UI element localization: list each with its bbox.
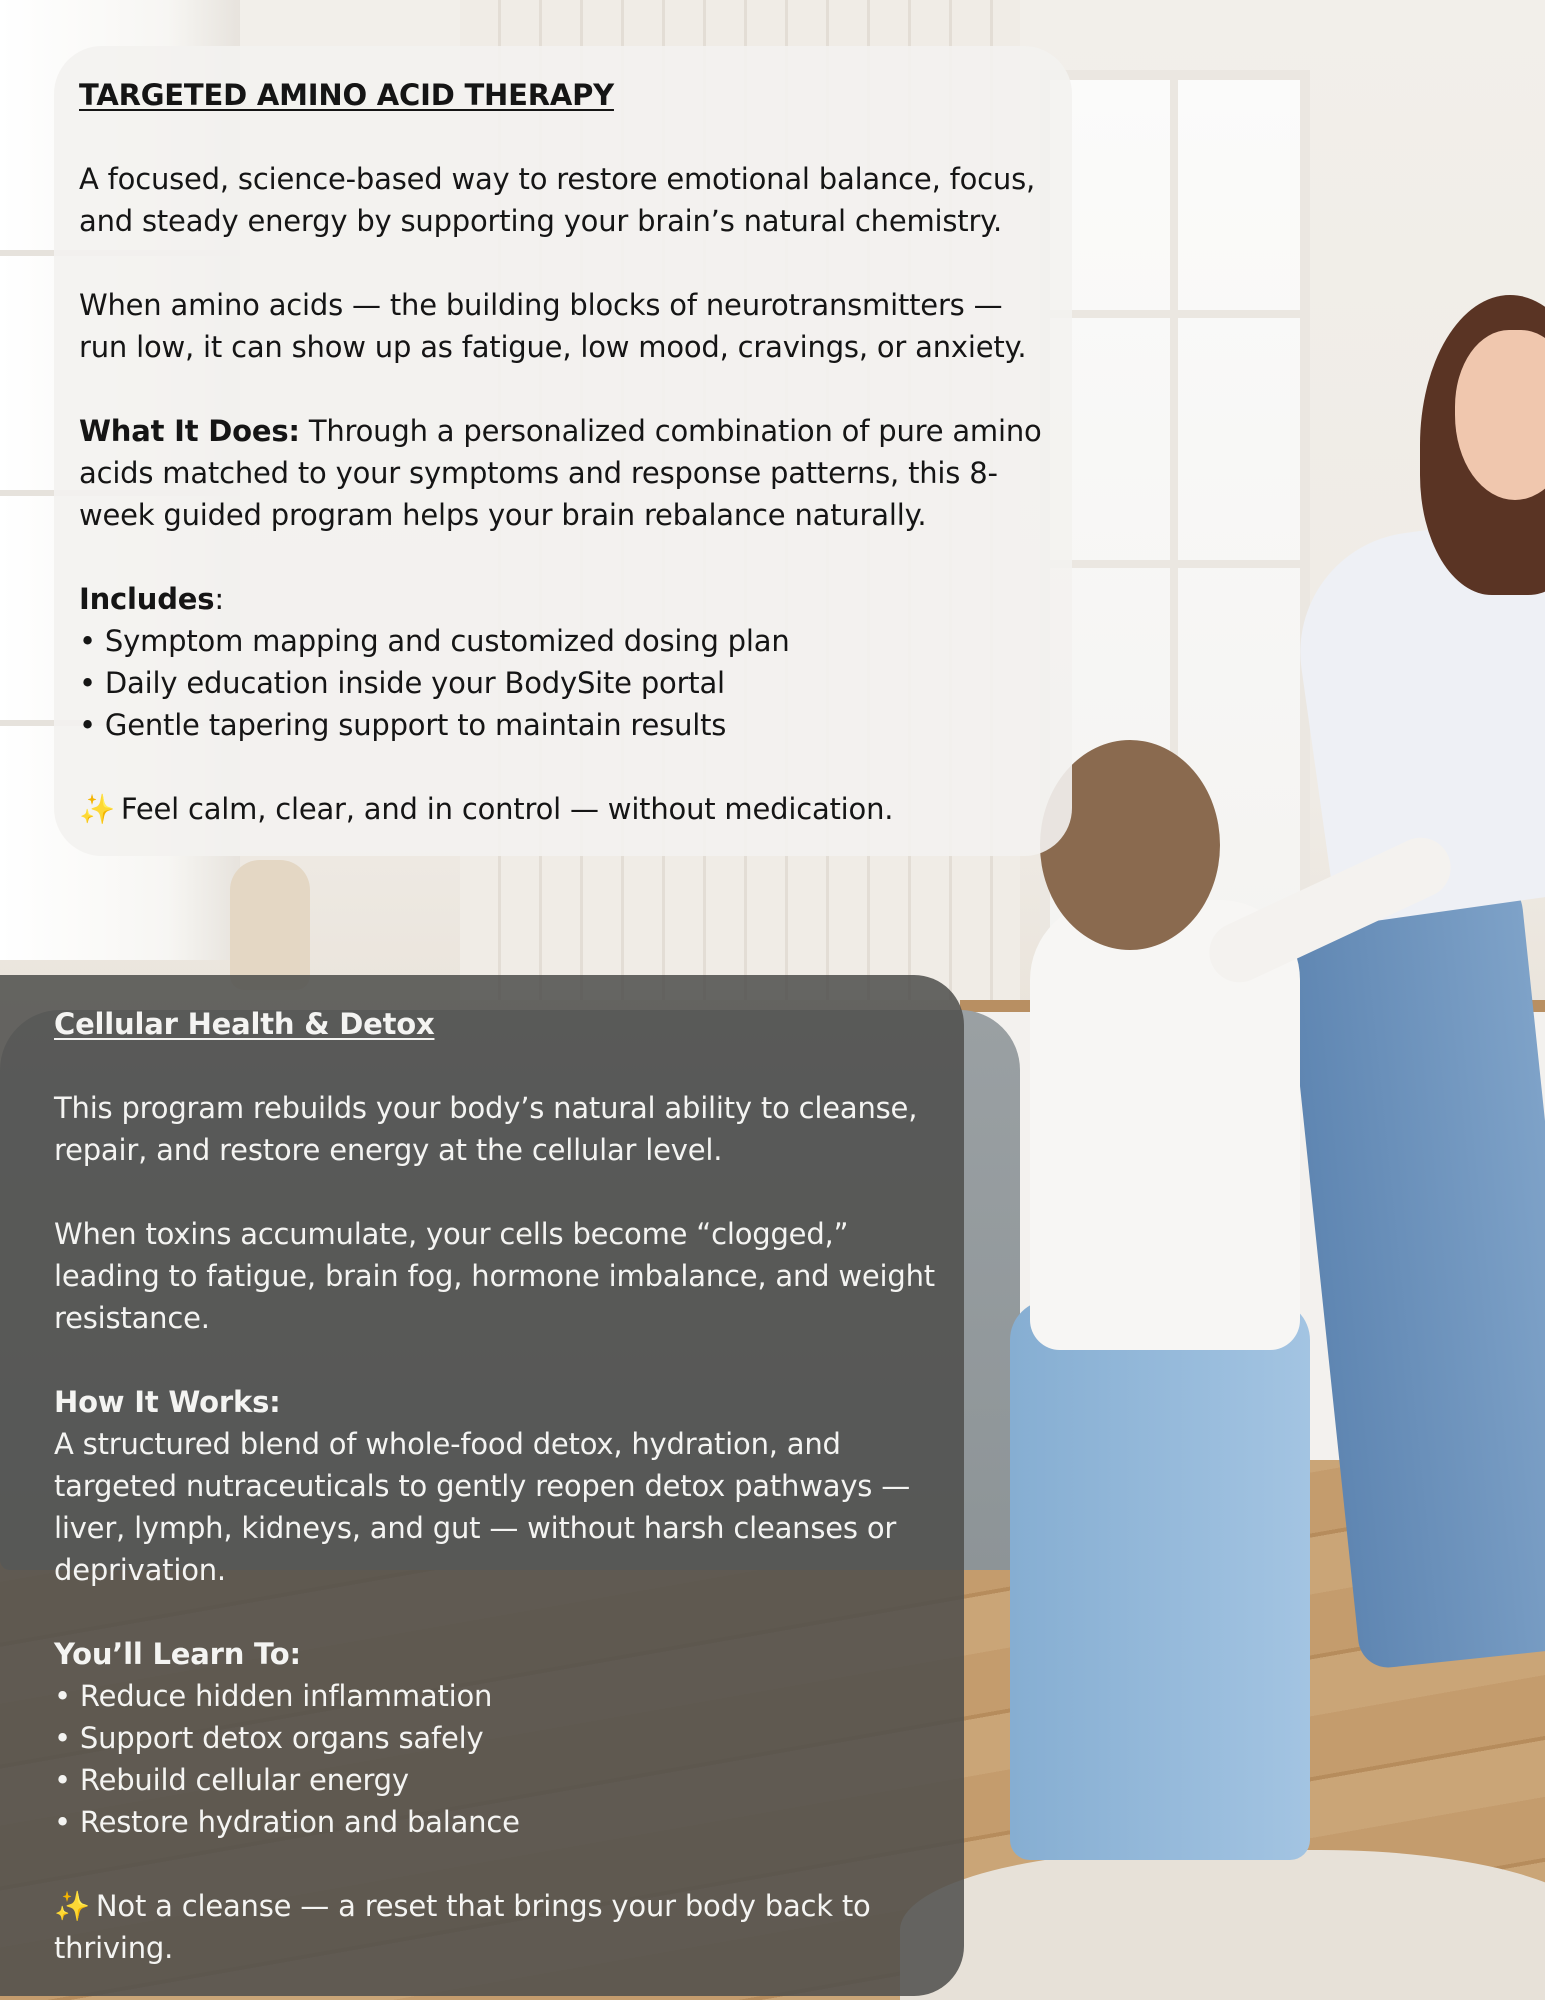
includes-heading: [79, 578, 1048, 620]
amino-therapy-panel: [54, 46, 1072, 856]
how-it-works-line: targeted nutraceuticals to gently reopen detox pathways —: [54, 1469, 911, 1503]
detox-problem-line: resistance.: [54, 1301, 210, 1335]
sparkles-icon: ✨: [79, 792, 115, 826]
learn-label: You’ll Learn To:: [54, 1637, 301, 1671]
how-it-works-line: liver, lymph, kidneys, and gut — without harsh cleanses or: [54, 1511, 897, 1545]
what-it-does-text: Through a personalized combination of pure amino: [299, 414, 1042, 448]
detox-problem-line: leading to fatigue, brain fog, hormone imbalance, and weight: [54, 1259, 935, 1293]
list-item: • Daily education inside your BodySite portal: [79, 666, 725, 700]
detox-intro-line: repair, and restore energy at the cellular level.: [54, 1133, 723, 1167]
what-it-does-label: What It Does:: [79, 414, 300, 448]
detox-intro-line: This program rebuilds your body’s natural ability to cleanse,: [54, 1091, 918, 1125]
amino-what-line: [79, 410, 1048, 452]
list-item: • Rebuild cellular energy: [54, 1763, 409, 1797]
detox-title: Cellular Health & Detox: [54, 1007, 435, 1041]
sparkles-icon: ✨: [54, 1889, 90, 1923]
detox-closing-line: thriving.: [54, 1931, 174, 1965]
list-item: • Gentle tapering support to maintain results: [79, 708, 727, 742]
includes-label: Includes: [79, 582, 215, 616]
amino-problem-line: When amino acids — the building blocks of neurotransmitters —: [79, 288, 1003, 322]
list-item: • Restore hydration and balance: [54, 1805, 520, 1839]
detox-closing-text: Not a cleanse — a reset that brings your body back to: [95, 1889, 871, 1923]
detox-panel: [0, 975, 964, 1996]
how-it-works-line: A structured blend of whole-food detox, hydration, and: [54, 1427, 841, 1461]
amino-intro-line: and steady energy by supporting your brain’s natural chemistry.: [79, 204, 1003, 238]
vase: [230, 860, 310, 990]
list-item: • Reduce hidden inflammation: [54, 1679, 493, 1713]
amino-closing: [79, 788, 1048, 830]
amino-what-line: acids matched to your symptoms and response patterns, this 8-: [79, 456, 998, 490]
list-item: • Symptom mapping and customized dosing plan: [79, 624, 790, 658]
how-it-works-line: deprivation.: [54, 1553, 226, 1587]
amino-intro-line: A focused, science-based way to restore emotional balance, focus,: [79, 162, 1036, 196]
amino-problem-line: run low, it can show up as fatigue, low mood, cravings, or anxiety.: [79, 330, 1027, 364]
amino-what-line: week guided program helps your brain rebalance naturally.: [79, 498, 927, 532]
how-it-works-label: How It Works:: [54, 1385, 281, 1419]
detox-problem-line: When toxins accumulate, your cells become “clogged,”: [54, 1217, 849, 1251]
detox-closing-line: [54, 1885, 940, 1927]
includes-colon: :: [214, 582, 224, 616]
amino-closing-text: Feel calm, clear, and in control — without medication.: [120, 792, 894, 826]
amino-title: TARGETED AMINO ACID THERAPY: [79, 78, 614, 112]
rug: [900, 1850, 1545, 2000]
list-item: • Support detox organs safely: [54, 1721, 484, 1755]
girl-jeans: [1010, 1300, 1310, 1860]
